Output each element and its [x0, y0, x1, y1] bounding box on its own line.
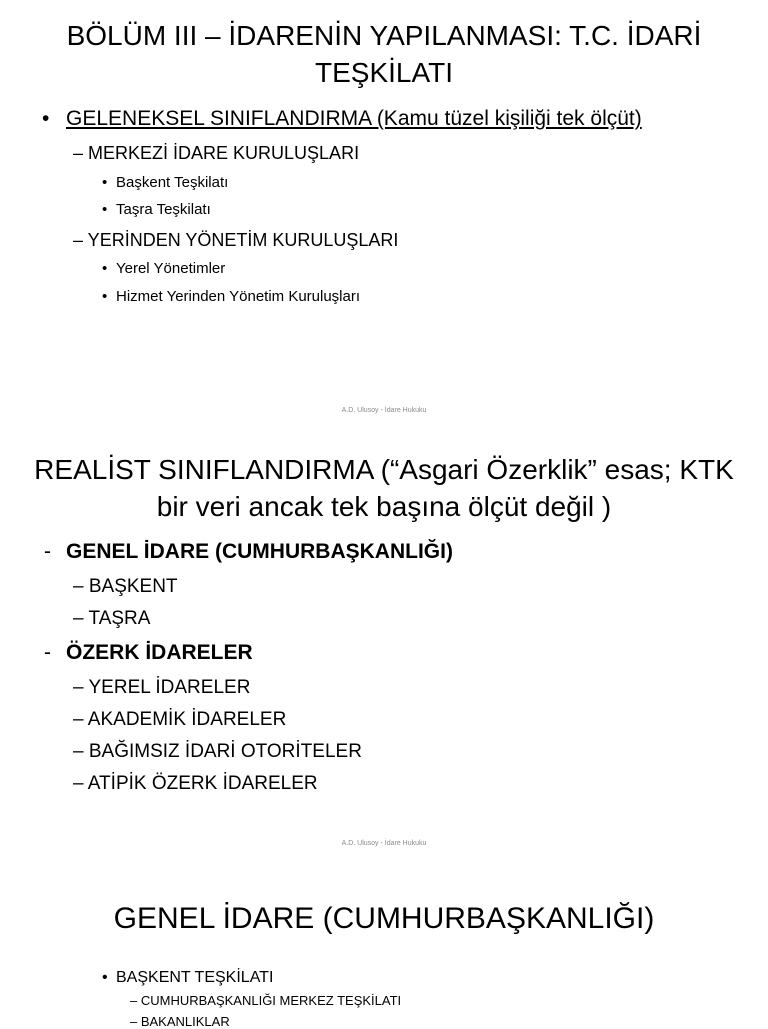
level-2-item: – AKADEMİK İDARELER [73, 709, 287, 730]
slide-2-title-line-1: REALİST SINIFLANDIRMA (“Asgari Özerklik” esas; KTK [34, 454, 734, 485]
slide-1-title-line-2: TEŞKİLATI [315, 57, 453, 88]
slide-footer: A.D. Ulusoy - İdare Hukuku [341, 407, 427, 414]
bullet: • [102, 201, 108, 218]
level-3-item: Yerel Yönetimler [116, 260, 226, 277]
section-heading: ÖZERK İDARELER [66, 641, 253, 664]
slide-2-title-line-2: bir veri ancak tek başına ölçüt değil ) [156, 491, 612, 522]
level-2-item: – ATİPİK ÖZERK İDARELER [73, 773, 318, 794]
bullet: • [42, 107, 50, 130]
level-2-item: – BAKANLIKLAR [130, 1014, 230, 1029]
level-2-item: – YERİNDEN YÖNETİM KURULUŞLARI [73, 230, 399, 250]
bullet: • [102, 260, 108, 277]
section-heading: GENEL İDARE (CUMHURBAŞKANLIĞI) [66, 540, 453, 563]
level-2-item: – YEREL İDARELER [73, 677, 251, 698]
level-1-item: GELENEKSEL SINIFLANDIRMA (Kamu tüzel kişiliği tek ölçüt) [66, 107, 642, 130]
slide-1-title-line-1: BÖLÜM III – İDARENİN YAPILANMASI: T.C. İDARİ [66, 20, 702, 51]
level-2-item: – BAŞKENT [73, 576, 178, 597]
level-3-item: Taşra Teşkilatı [116, 201, 211, 218]
level-2-item: – TAŞRA [73, 608, 151, 629]
dash-bullet: - [44, 540, 51, 563]
level-2-item: – BAĞIMSIZ İDARİ OTORİTELER [73, 741, 362, 762]
level-2-item: – CUMHURBAŞKANLIĞI MERKEZ TEŞKİLATI [130, 993, 402, 1008]
bullet: • [102, 174, 108, 191]
level-1-item: BAŞKENT TEŞKİLATI [116, 969, 274, 986]
slide-footer: A.D. Ulusoy - İdare Hukuku [341, 840, 427, 847]
dash-bullet: - [44, 641, 51, 664]
level-3-item: Hizmet Yerinden Yönetim Kuruluşları [116, 288, 361, 305]
slide-3-title: GENEL İDARE (CUMHURBAŞKANLIĞI) [113, 902, 655, 935]
level-2-item: – MERKEZİ İDARE KURULUŞLARI [73, 143, 360, 163]
level-3-item: Başkent Teşkilatı [116, 174, 229, 191]
bullet: • [102, 288, 108, 305]
bullet: • [102, 969, 108, 986]
